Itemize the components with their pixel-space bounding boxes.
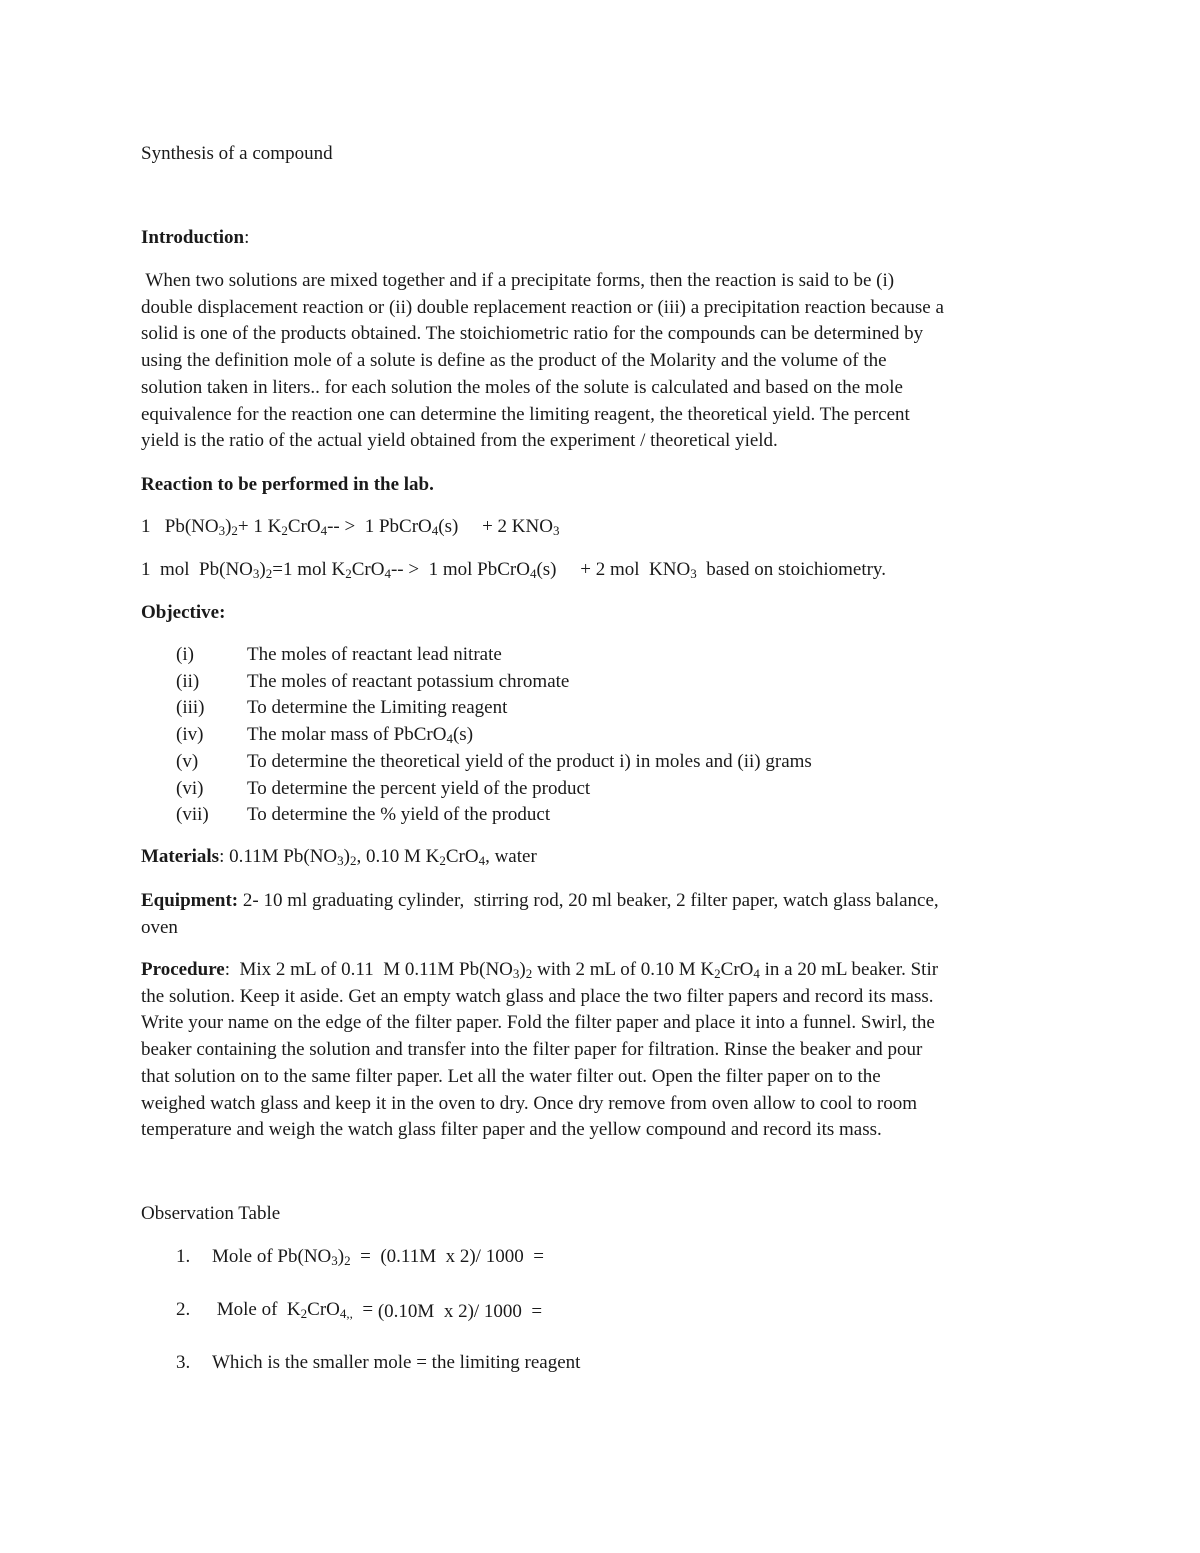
eq-text: -- > 1 PbCrO (327, 516, 432, 537)
list-number: (iv) (176, 724, 204, 746)
eq-text: 1 mol Pb(NO (141, 559, 253, 580)
list-text: To determine the theoretical yield of the product i) in moles and (ii) grams (247, 750, 812, 772)
list-text: Which is the smaller mole = the limiting reagent (212, 1352, 581, 1373)
eq-text: in a 20 mL beaker. Stir (759, 959, 939, 980)
eq-text: ) (259, 559, 266, 580)
intro-line: solution taken in liters.. for each solution the moles of the solute is calculated and based on the mole (141, 376, 903, 398)
eq-sub: 2 (231, 523, 238, 538)
eq-sub: 2 (265, 566, 273, 581)
list-text: The moles of reactant lead nitrate (247, 644, 502, 665)
eq-text: ) (519, 959, 526, 980)
list-number: 1. (176, 1246, 191, 1267)
objective-label: Objective: (141, 602, 226, 623)
eq-sub: 3 (512, 966, 520, 981)
eq-sub: 2 (525, 966, 533, 981)
procedure-line: Write your name on the edge of the filter paper. Fold the filter paper and place it into a funnel. Swirl, the (141, 1012, 935, 1034)
introduction-heading: Introduction: (141, 227, 250, 248)
equipment-line (141, 888, 1061, 915)
procedure-line: temperature and weigh the watch glass filter paper and the yellow compound and record its mass. (141, 1119, 882, 1141)
equipment-text: 2- 10 ml graduating cylinder, stirring rod, 20 ml beaker, 2 filter paper, watch glass balance, (238, 890, 939, 911)
introduction-label: Introduction (141, 227, 245, 248)
eq-text: =1 mol K (272, 559, 346, 580)
reaction-label: Reaction to be performed in the lab. (141, 474, 434, 495)
eq-sub: 4 (753, 966, 760, 981)
list-number: (vi) (176, 777, 204, 799)
list-text-after: (s) (452, 724, 474, 746)
eq-sub: 3 (252, 566, 260, 581)
eq-sub: 3 (218, 523, 226, 538)
eq-sub: 2 (439, 853, 446, 868)
list-text (212, 1297, 542, 1324)
list-number: (i) (176, 644, 194, 665)
procedure-line (141, 957, 1061, 984)
list-text: To determine the % yield of the product (247, 804, 551, 826)
eq-text: Mole of Pb(NO (212, 1246, 332, 1267)
list-text-main: The molar mass of PbCrO (247, 724, 447, 746)
procedure-line: the solution. Keep it aside. Get an empty watch glass and place the two filter papers and record its mass. (141, 985, 934, 1007)
eq-text: : 0.11M Pb(NO (219, 846, 338, 867)
materials-paragraph (141, 844, 1061, 871)
mole-equation (141, 557, 1061, 584)
eq-sub: 2 (349, 853, 357, 868)
eq-sub: 4 (431, 523, 439, 538)
list-text (212, 1244, 544, 1271)
list-number: (vii) (176, 804, 209, 826)
eq-text: , water (485, 846, 537, 867)
eq-sub: 4 (384, 566, 391, 581)
eq-sub: 4 (529, 566, 537, 581)
eq-sub: 3 (331, 1253, 338, 1268)
eq-sub: 4 (478, 853, 486, 868)
eq-text: CrO (351, 559, 385, 580)
intro-line: double displacement reaction or (ii) double replacement reaction or (iii) a precipitation reaction because a (141, 296, 944, 318)
procedure-line: weighed watch glass and keep it in the oven to dry. Once dry remove from oven allow to cool to room (141, 1092, 917, 1114)
materials-label: Materials (141, 846, 220, 867)
eq-text: + 1 K (237, 516, 282, 537)
eq-text: ) (337, 1246, 345, 1267)
eq-sub: 3 (337, 853, 344, 868)
eq-text: CrO (287, 516, 321, 537)
eq-text: 1 Pb(NO (141, 516, 219, 537)
eq-text: = (0.11M x 2)/ 1000 = (350, 1246, 544, 1267)
eq-text: , 0.10 M K (356, 846, 440, 867)
eq-sub: 2 (281, 523, 288, 538)
list-text (247, 722, 473, 749)
intro-line: solid is one of the products obtained. The stoichiometric ratio for the compounds can be determined by (141, 323, 924, 345)
intro-line: equivalence for the reaction one can determine the limiting reagent, the theoretical yield. The percent (141, 403, 910, 425)
list-number: (iii) (176, 697, 205, 719)
list-text: The moles of reactant potassium chromate (247, 670, 570, 692)
intro-line: using the definition mole of a solute is define as the product of the Molarity and the volume of the (141, 350, 887, 372)
eq-sub: 4 (446, 731, 453, 747)
eq-sub: 2 (300, 1306, 308, 1321)
reaction-heading (141, 472, 1061, 499)
reaction-equation (141, 514, 1061, 541)
eq-sub: 4,, (339, 1306, 353, 1321)
document-title: Synthesis of a compound (141, 143, 333, 164)
eq-text: (s) + 2 KNO (438, 516, 553, 537)
eq-text: with 2 mL of 0.10 M K (532, 959, 715, 980)
introduction-paragraph (141, 268, 1061, 455)
eq-text: : Mix 2 mL of 0.11 M 0.11M Pb(NO (224, 959, 513, 980)
eq-text: based on stoichiometry. (696, 559, 886, 580)
eq-text: (s) + 2 mol KNO (536, 559, 691, 580)
eq-sub: 3 (690, 566, 697, 581)
observation-list (141, 1244, 1061, 1394)
objective-heading (141, 600, 1061, 627)
eq-text: CrO (720, 959, 754, 980)
list-number: (v) (176, 750, 199, 772)
list-number: 2. (176, 1299, 191, 1320)
eq-sub: 4 (320, 523, 328, 538)
eq-sub: 2 (344, 1253, 351, 1268)
list-number: 3. (176, 1352, 191, 1373)
eq-text: CrO (445, 846, 479, 867)
eq-text: -- > 1 mol PbCrO (390, 559, 530, 580)
procedure-paragraph (141, 957, 1061, 1144)
equipment-paragraph (141, 888, 1061, 941)
list-text: To determine the Limiting reagent (247, 697, 508, 719)
list-number: (ii) (176, 670, 200, 692)
procedure-line: beaker containing the solution and transfer into the filter paper for filtration. Rinse the beaker and pour (141, 1039, 923, 1061)
intro-line: yield is the ratio of the actual yield obtained from the experiment / theoretical yield. (141, 430, 778, 452)
procedure-label: Procedure (141, 959, 225, 980)
eq-text: ) (343, 846, 350, 867)
eq-text-low: (0.10M x 2)/ 1000 = (377, 1301, 543, 1322)
eq-text: CrO (307, 1299, 340, 1320)
procedure-line: that solution on to the same filter paper. Let all the water filter out. Open the filter paper on to the (141, 1065, 881, 1087)
equipment-line: oven (141, 916, 178, 938)
intro-line: When two solutions are mixed together and if a precipitate forms, then the reaction is said to be (i) (141, 270, 895, 291)
eq-text: ) (225, 516, 232, 537)
equipment-label: Equipment: (141, 890, 239, 911)
eq-text: = (352, 1299, 378, 1320)
eq-text: Mole of K (212, 1299, 301, 1320)
eq-sub: 3 (552, 523, 560, 538)
eq-sub: 2 (714, 966, 721, 981)
observation-title: Observation Table (141, 1203, 281, 1224)
objective-list (141, 642, 1061, 832)
list-text: To determine the percent yield of the product (247, 777, 591, 799)
eq-sub: 2 (345, 566, 352, 581)
